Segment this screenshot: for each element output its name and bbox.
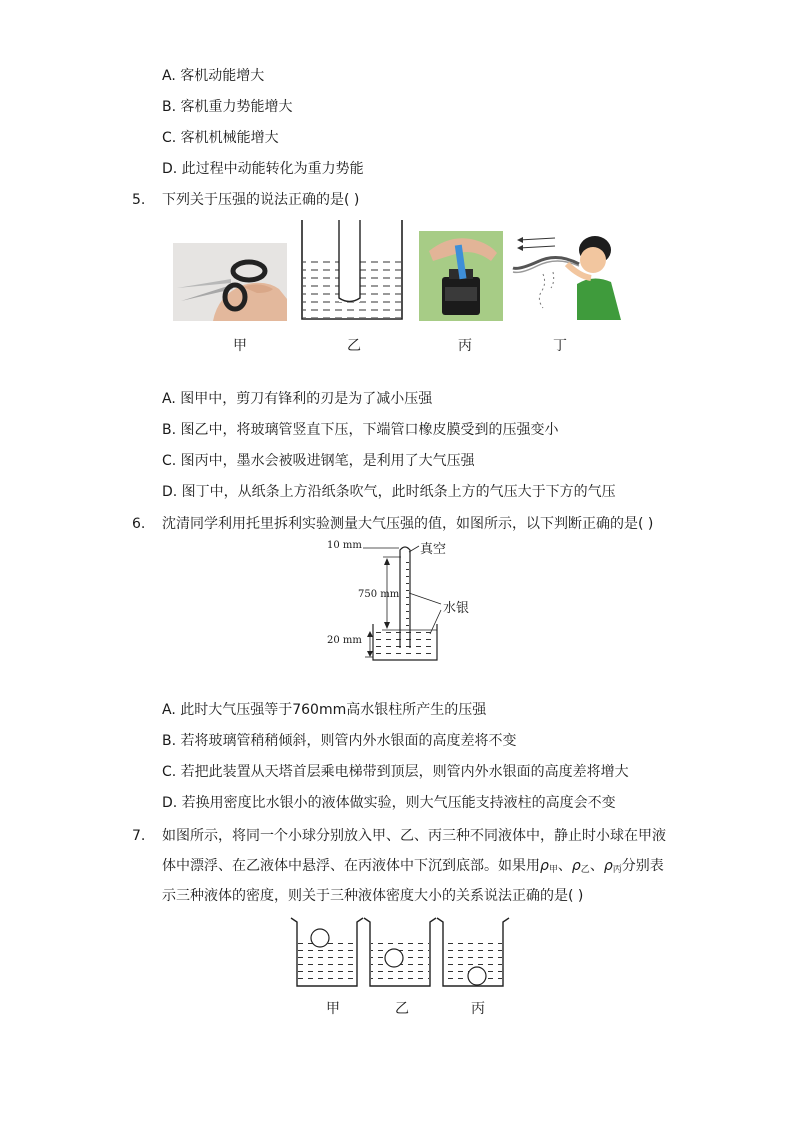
label-10mm: 10 mm xyxy=(327,540,362,551)
q7-caption-jia: 甲 xyxy=(326,1001,340,1017)
q6-option-a: A. 此时大气压强等于760mm高水银柱所产生的压强 xyxy=(162,702,487,718)
q4-option-d: D. 此过程中动能转化为重力势能 xyxy=(162,161,364,177)
label-mercury: 水银 xyxy=(443,601,470,616)
q7-text-line1: 如图所示，将同一个小球分别放入甲、乙、丙三种不同液体中，静止时小球在甲液 xyxy=(162,828,666,844)
q6-option-d: D. 若换用密度比水银小的液体做实验，则大气压能支持液柱的高度会不变 xyxy=(162,795,616,811)
q5-caption-yi: 乙 xyxy=(347,338,361,354)
q5-text: 下列关于压强的说法正确的是( ) xyxy=(162,192,360,208)
label-vacuum: 真空 xyxy=(420,542,447,557)
tube-in-beaker-diagram xyxy=(298,218,406,322)
separator: 、 xyxy=(557,858,572,874)
rho-symbol: ρ xyxy=(603,858,613,874)
q5-option-a: A. 图甲中，剪刀有锋利的刃是为了减小压强 xyxy=(162,391,433,407)
rho-sub-bing: 丙 xyxy=(612,865,622,875)
q4-option-c: C. 客机机械能增大 xyxy=(162,130,279,146)
label-750mm: 750 mm xyxy=(358,589,400,600)
q7-caption-yi: 乙 xyxy=(395,1001,409,1017)
q5-caption-bing: 丙 xyxy=(458,338,472,354)
q5-caption-jia: 甲 xyxy=(233,338,247,354)
beaker-bing xyxy=(437,918,509,986)
q7-text-line3: 示三种液体的密度，则关于三种液体密度大小的关系说法正确的是( ) xyxy=(162,888,584,904)
q5-option-b: B. 图乙中，将玻璃管竖直下压，下端管口橡皮膜受到的压强变小 xyxy=(162,422,559,438)
rho-sub-jia: 甲 xyxy=(548,865,558,875)
q7-text-line2 xyxy=(162,856,664,880)
q7-text-line2-tail: 分别表 xyxy=(621,858,664,874)
q5-option-d: D. 图丁中，从纸条上方沿纸条吹气，此时纸条上方的气压大于下方的气压 xyxy=(162,484,616,500)
q4-option-a: A. 客机动能增大 xyxy=(162,68,265,84)
q6-option-b: B. 若将玻璃管稍稍倾斜，则管内外水银面的高度差将不变 xyxy=(162,733,517,749)
label-20mm: 20 mm xyxy=(327,635,362,646)
beaker-jia xyxy=(291,918,363,986)
q5-caption-ding: 丁 xyxy=(553,338,567,354)
boy-blowing-paper-illustration xyxy=(507,228,625,320)
q5-number: 5. xyxy=(132,192,146,208)
rho-symbol: ρ xyxy=(571,858,581,874)
q6-option-c: C. 若把此装置从天塔首层乘电梯带到顶层，则管内外水银面的高度差将增大 xyxy=(162,764,629,780)
rho-symbol: ρ xyxy=(540,858,549,874)
q4-option-b: B. 客机重力势能增大 xyxy=(162,99,293,115)
beaker-yi xyxy=(364,918,436,986)
three-beakers-diagram xyxy=(287,912,511,992)
scissors-photo xyxy=(173,243,287,321)
separator: 、 xyxy=(589,858,604,874)
q7-number: 7. xyxy=(132,828,146,844)
q5-option-c: C. 图丙中，墨水会被吸进钢笔，是利用了大气压强 xyxy=(162,453,475,469)
pen-ink-bottle-photo xyxy=(419,231,503,321)
q6-number: 6. xyxy=(132,516,146,532)
q7-caption-bing: 丙 xyxy=(471,1001,485,1017)
q6-text: 沈清同学利用托里拆利实验测量大气压强的值，如图所示，以下判断正确的是( ) xyxy=(162,516,654,532)
q7-text-line2-part: 体中漂浮、在乙液体中悬浮、在丙液体中下沉到底部。如果用 xyxy=(162,858,540,874)
rho-sub-yi: 乙 xyxy=(580,865,590,875)
